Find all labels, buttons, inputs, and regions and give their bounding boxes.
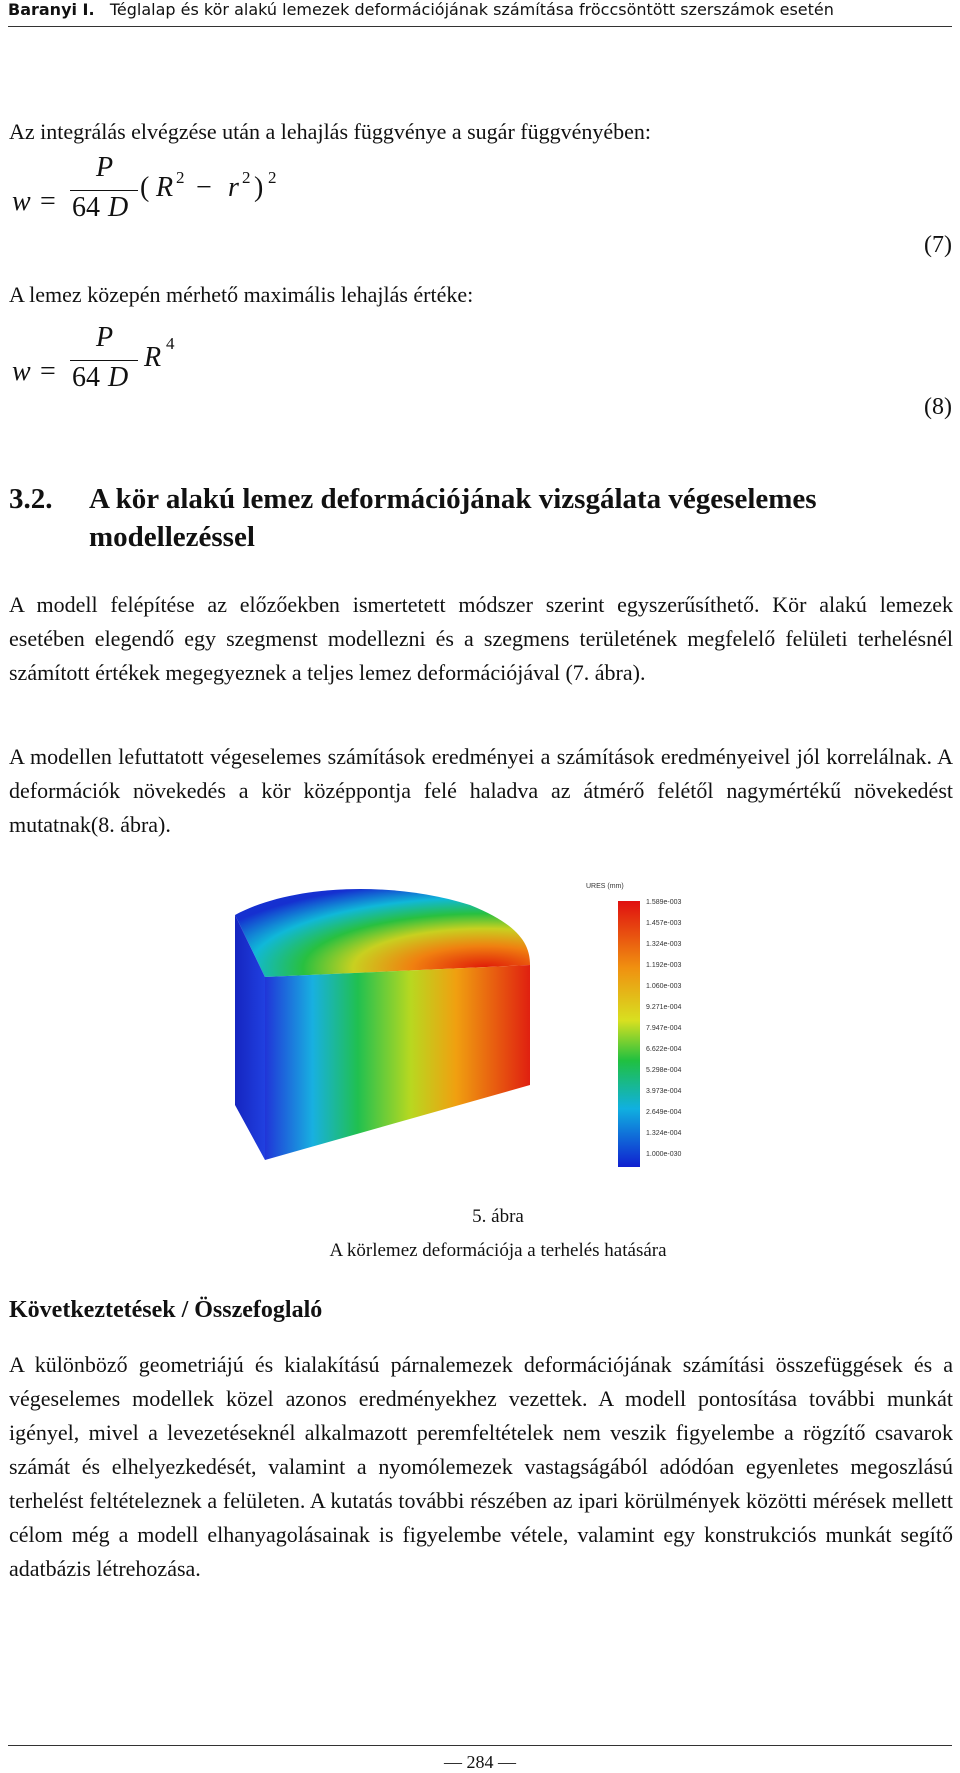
legend-tick-11: 1.324e-004 [646, 1130, 682, 1137]
eq8-den-number: 64 [72, 362, 100, 393]
running-header [8, 0, 952, 26]
section-number: 3.2. [9, 483, 53, 515]
eq7-numerator: P [96, 152, 114, 183]
fem-figure [230, 885, 740, 1175]
eq7-den-number: 64 [72, 192, 100, 223]
eq7-R-exp: 2 [176, 168, 185, 187]
eq7-outer-exp: 2 [268, 168, 277, 187]
header-title: Téglalap és kör alakú lemezek deformációjának számítása fröccsöntött szerszámok esetén [109, 0, 834, 19]
legend-tick-9: 3.973e-004 [646, 1088, 682, 1095]
conclusion-heading: Következtetések / Összefoglaló [9, 1297, 323, 1323]
legend-title: URES (mm) [586, 883, 624, 890]
eq8-den-var: D [108, 362, 129, 393]
legend-tick-8: 5.298e-004 [646, 1067, 682, 1074]
legend-tick-12: 1.000e-030 [646, 1151, 682, 1158]
section-paragraph-2: A modellen lefuttatott végeselemes számítások eredményei a számítások eredményeivel jól korrelálnak. A deformációk növekedés a kör középpontja felé haladva az átmérő felétől nagymértékű növekedést mutatnak(8. ábra). [9, 744, 953, 837]
figure-caption-text: A körlemez deformációja a terhelés hatására [329, 1240, 667, 1261]
eq8-numerator: P [96, 322, 114, 353]
legend-tick-5: 9.271e-004 [646, 1004, 682, 1011]
section-paragraph-1: A modell felépítése az előzőekben ismertetett módszer szerint egyszerűsíthető. Kör alakú lemezek esetében elegendő egy szegmenst modellezni és a szegmens területének megfelelő felületi terhelésnél számított értékek megegyeznek a teljes lemez deformációjával (7. ábra). [9, 592, 953, 685]
legend-tick-6: 7.947e-004 [646, 1025, 682, 1032]
equation-8 [10, 322, 230, 420]
footer-rule [8, 1745, 952, 1746]
eq7-fraction-bar [70, 190, 138, 191]
legend-tick-3: 1.192e-003 [646, 962, 682, 969]
intro-paragraph: Az integrálás elvégzése után a lehajlás függvénye a sugár függvényében: [9, 119, 652, 144]
header-author: Baranyi I. [8, 0, 95, 19]
legend-tick-4: 1.060e-003 [646, 983, 682, 990]
section-title: A kör alakú lemez deformációjának vizsgálata végeselemes modellezéssel [89, 483, 817, 553]
eq8-equals: = [40, 356, 56, 387]
eq8-R: R [144, 342, 162, 373]
equation-7 [10, 152, 310, 260]
eq7-paren-close: ) [254, 172, 264, 203]
eq7-equals: = [40, 186, 56, 217]
eq7-den-var: D [108, 192, 129, 223]
eq7-paren-open: ( [140, 172, 150, 203]
figure-caption-number: 5. ábra [472, 1206, 524, 1227]
eq7-minus: − [196, 172, 212, 203]
equation-7-number: (7) [924, 232, 952, 258]
conclusion-paragraph: A különböző geometriájú és kialakítású párnalemezek deformációjának számítási összefüggések és a végeselemes modellek közel azonos eredményekhez vezettek. A modell pontosítása további munkát igényel, mivel a levezetéseknél alkalmazott peremfeltételek nem veszik figyelembe a rögzítő csavarok számát és elhelyezkedését, valamint a nyomólemezek vastagságából adódóan egyenletes megoszlású terhelést feltételeznek a felületen. A kutatás további részében az ipari körülmények közötti mérések mellett célom még a modell elhanyagolásainak is figyelembe vétele, valamint egy konstrukciós munkát segítő adatbázis létrehozása. [9, 1352, 953, 1581]
legend-tick-1: 1.457e-003 [646, 920, 682, 927]
max-deflection-paragraph: A lemez közepén mérhető maximális lehajlás értéke: [9, 282, 474, 307]
legend-tick-0: 1.589e-003 [646, 899, 682, 906]
eq8-lhs: w [12, 356, 31, 387]
header-rule [8, 26, 952, 27]
eq8-R-exp: 4 [166, 334, 175, 353]
page-number: — 284 — [444, 1752, 516, 1772]
legend-tick-7: 6.622e-004 [646, 1046, 682, 1053]
legend-tick-10: 2.649e-004 [646, 1109, 682, 1116]
eq8-fraction-bar [70, 360, 138, 361]
eq7-R: R [156, 172, 174, 203]
eq7-lhs: w [12, 186, 31, 217]
section-heading [9, 480, 959, 560]
equation-8-number: (8) [924, 394, 952, 420]
legend-tick-2: 1.324e-003 [646, 941, 682, 948]
eq7-r: r [228, 172, 239, 203]
eq7-r-exp: 2 [242, 168, 251, 187]
